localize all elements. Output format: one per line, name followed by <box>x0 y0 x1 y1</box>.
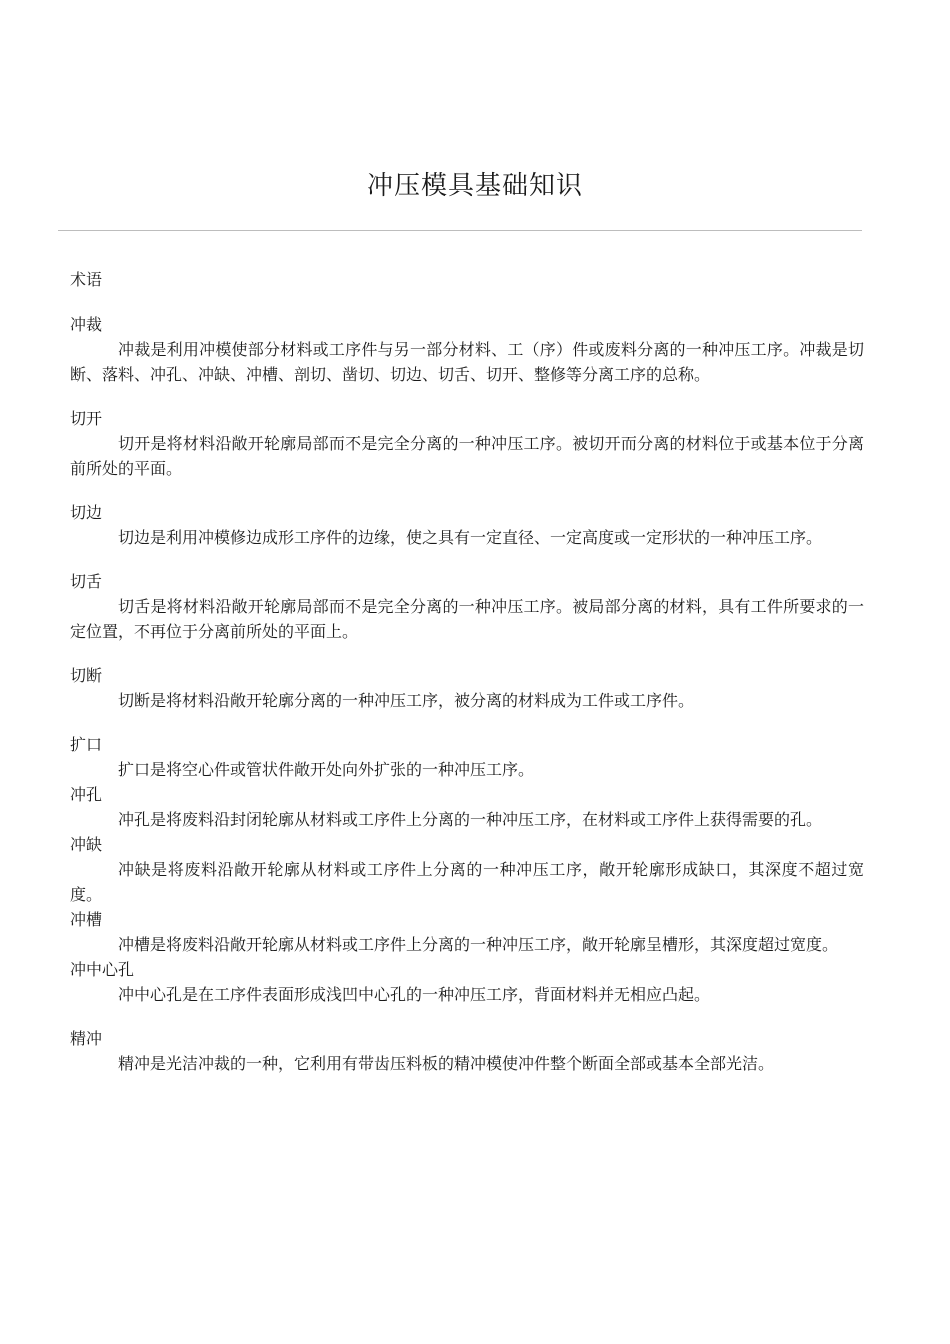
term-entry <box>70 569 864 644</box>
term-heading: 冲缺 <box>70 835 103 854</box>
term-entry <box>70 732 864 782</box>
section-heading: 术语 <box>70 270 103 289</box>
term-definition: 冲槽是将废料沿敞开轮廓从材料或工序件上分离的一种冲压工序，敞开轮廓呈槽形，其深度超过宽度。 <box>118 935 839 954</box>
title-divider <box>58 230 862 231</box>
term-entry <box>70 312 864 387</box>
term-definition: 切断是将材料沿敞开轮廓分离的一种冲压工序，被分离的材料成为工件或工序件。 <box>118 691 695 710</box>
term-definition: 精冲是光洁冲裁的一种，它利用有带齿压料板的精冲模使冲件整个断面全部或基本全部光洁。 <box>118 1054 775 1073</box>
term-definition: 冲中心孔是在工序件表面形成浅凹中心孔的一种冲压工序，背面材料并无相应凸起。 <box>118 985 711 1004</box>
term-definition: 冲缺是将废料沿敞开轮廓从材料或工序件上分离的一种冲压工序，敞开轮廓形成缺口，其深度不超过宽度。 <box>70 860 864 904</box>
term-entry <box>70 406 864 481</box>
term-heading: 精冲 <box>70 1029 103 1048</box>
document-title: 冲压模具基础知识 <box>366 171 583 201</box>
term-entry <box>70 832 864 907</box>
term-entry <box>70 907 864 957</box>
term-heading: 切舌 <box>70 572 103 591</box>
term-heading: 切断 <box>70 666 103 685</box>
term-entry <box>70 500 864 550</box>
term-definition: 切边是利用冲模修边成形工序件的边缘，使之具有一定直径、一定高度或一定形状的一种冲压工序。 <box>118 528 823 547</box>
term-heading: 扩口 <box>70 735 103 754</box>
term-heading: 切边 <box>70 503 103 522</box>
term-entry <box>70 957 864 1007</box>
term-heading: 冲中心孔 <box>70 960 135 979</box>
term-definition: 冲孔是将废料沿封闭轮廓从材料或工序件上分离的一种冲压工序，在材料或工序件上获得需要的孔。 <box>118 810 823 829</box>
term-definition: 扩口是将空心件或管状件敞开处向外扩张的一种冲压工序。 <box>118 760 535 779</box>
terms-list <box>70 312 864 1076</box>
term-definition: 切开是将材料沿敞开轮廓局部而不是完全分离的一种冲压工序。被切开而分离的材料位于或基本位于分离前所处的平面。 <box>70 434 864 478</box>
term-heading: 切开 <box>70 409 103 428</box>
term-entry <box>70 1026 864 1076</box>
term-entry <box>70 663 864 713</box>
term-definition: 切舌是将材料沿敞开轮廓局部而不是完全分离的一种冲压工序。被局部分离的材料，具有工件所要求的一定位置，不再位于分离前所处的平面上。 <box>70 597 864 641</box>
term-entry <box>70 782 864 832</box>
term-definition: 冲裁是利用冲模使部分材料或工序件与另一部分材料、工（序）件或废料分离的一种冲压工序。冲裁是切断、落料、冲孔、冲缺、冲槽、剖切、凿切、切边、切舌、切开、整修等分离工序的总称。 <box>70 340 864 384</box>
term-heading: 冲孔 <box>70 785 103 804</box>
term-heading: 冲裁 <box>70 315 103 334</box>
term-heading: 冲槽 <box>70 910 103 929</box>
